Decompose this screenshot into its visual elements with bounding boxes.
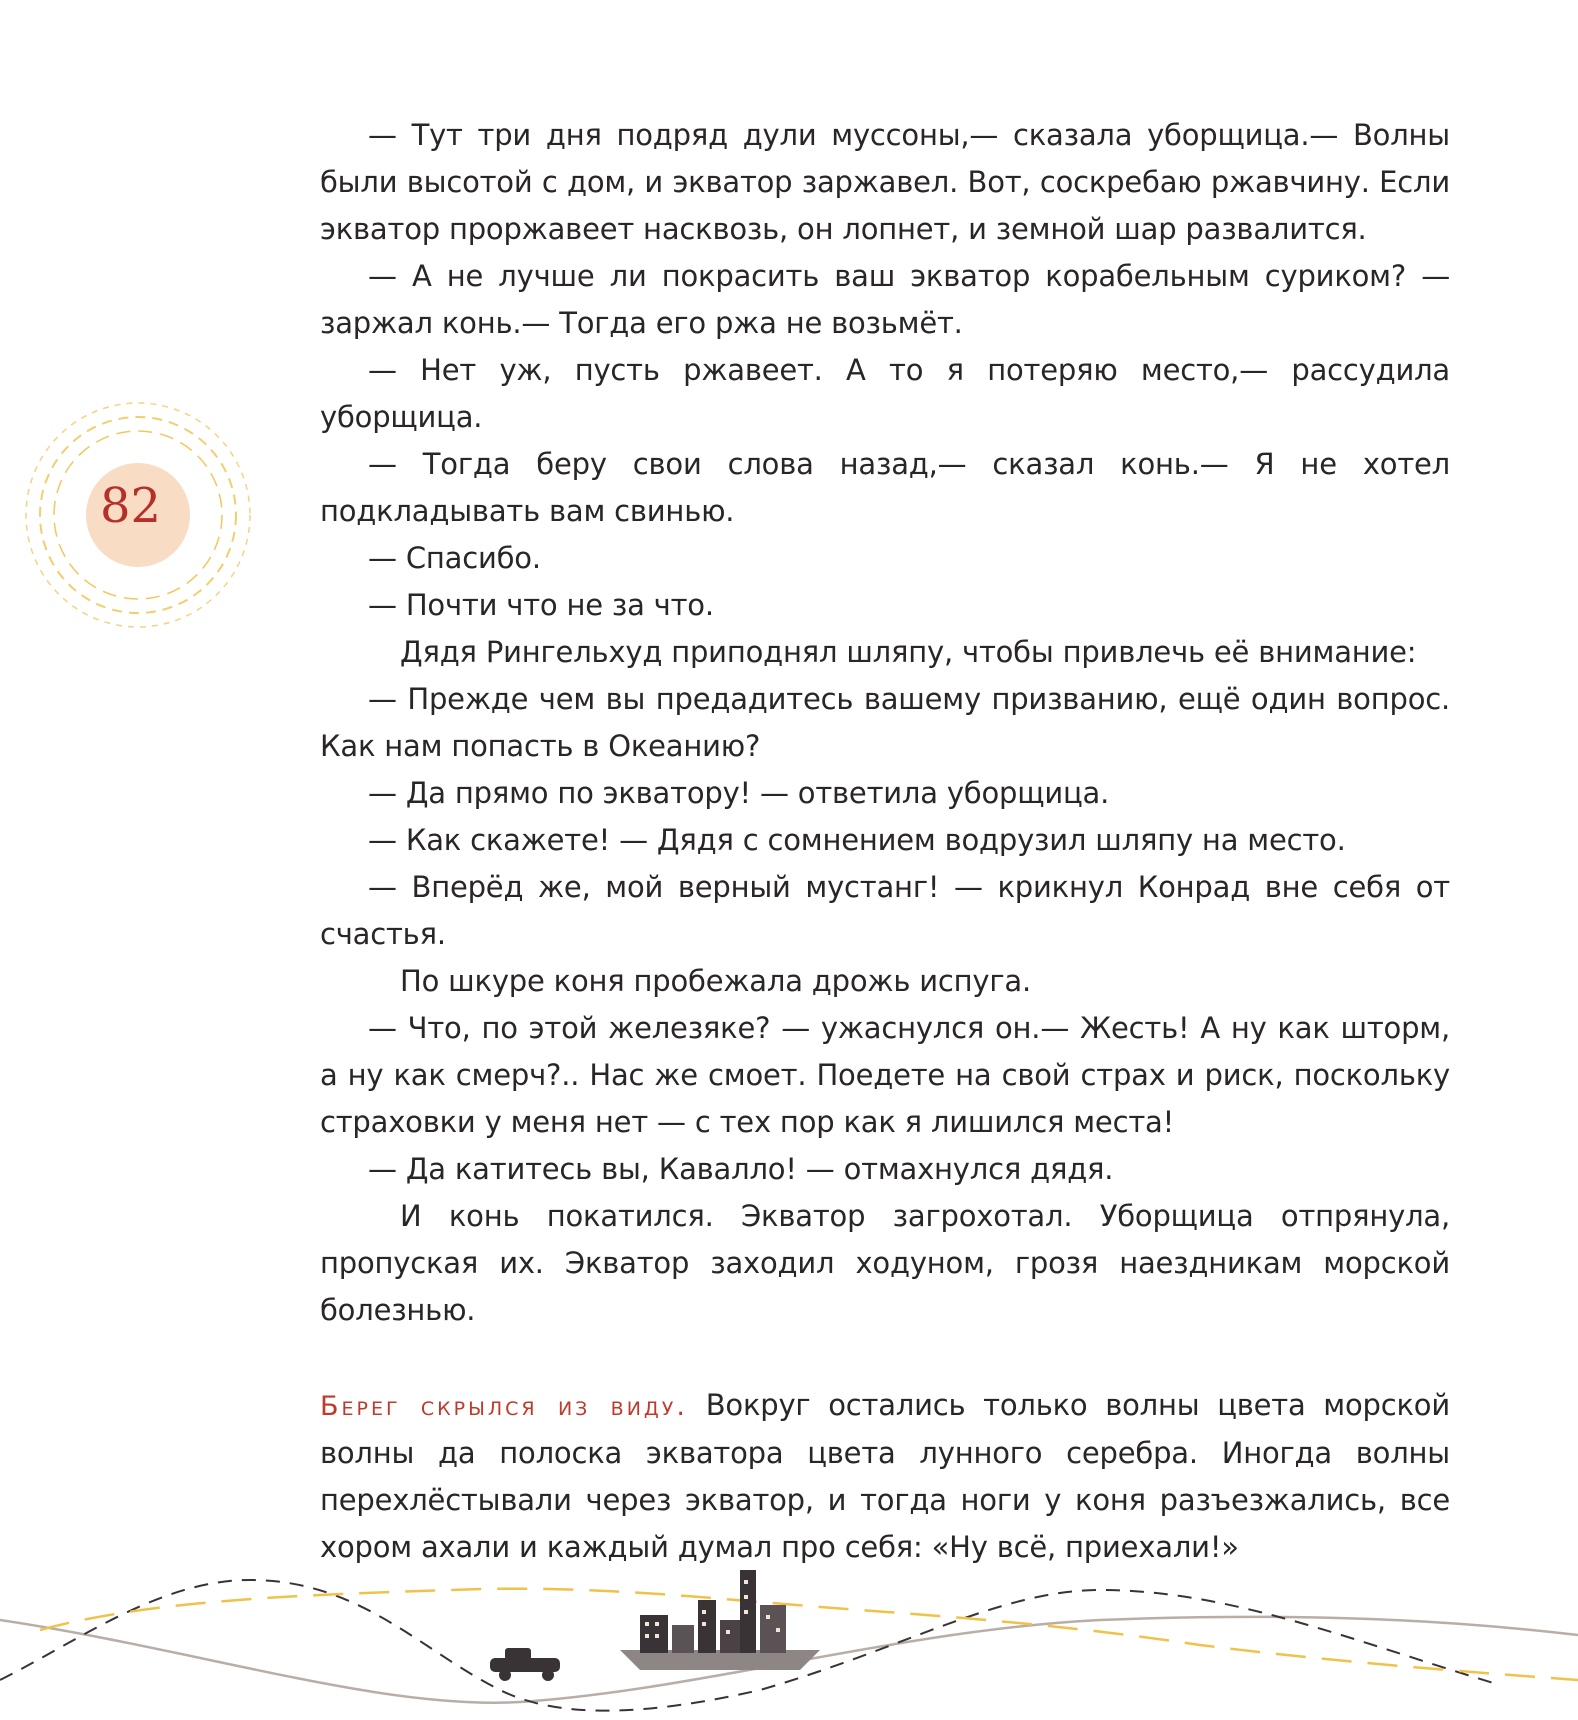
page-text bbox=[320, 112, 1450, 1571]
car-icon bbox=[490, 1648, 560, 1681]
paragraph: — Тогда беру свои слова назад,— сказал конь.— Я не хотел подкладывать вам свинью. bbox=[320, 447, 1450, 528]
page-number: 82 bbox=[100, 478, 162, 534]
section-text: Вокруг остались только волны цвета морской волны да полоска экватора цвета лунного серебра. Иногда волны перехлёстывали через экватор, и тогда ноги у коня разъезжались, все хором ахали и каждый думал про себя: «Ну всё, приехали!» bbox=[320, 1388, 1450, 1564]
paragraph: — Как скажете! — Дядя с сомнением водрузил шляпу на место. bbox=[368, 823, 1346, 857]
equator-illustration bbox=[0, 1540, 1578, 1720]
paragraph: И конь покатился. Экватор загрохотал. Уборщица отпрянула, пропуская их. Экватор заходил ходуном, грозя наездникам морской болезнью. bbox=[320, 1199, 1450, 1327]
paragraph: — Что, по этой железяке? — ужаснулся он.— Жесть! А ну как шторм, а ну как смерч?.. Нас же смоет. Поедете на свой страх и риск, поскольку страховки у меня нет — с тех пор как я лишился места! bbox=[320, 1011, 1450, 1139]
paragraph: — Нет уж, пусть ржавеет. А то я потеряю место,— рассудила уборщица. bbox=[320, 353, 1450, 434]
paragraph: — А не лучше ли покрасить ваш экватор корабельным суриком? — заржал конь.— Тогда его ржа не возьмёт. bbox=[320, 259, 1450, 340]
paragraph: — Почти что не за что. bbox=[368, 588, 714, 622]
paragraph: — Да прямо по экватору! — ответила уборщица. bbox=[368, 776, 1110, 810]
paragraph: — Прежде чем вы предадитесь вашему призванию, ещё один вопрос. Как нам попасть в Океанию? bbox=[320, 682, 1450, 763]
paragraph: — Да катитесь вы, Кавалло! — отмахнулся дядя. bbox=[368, 1152, 1114, 1186]
paragraph: — Тут три дня подряд дули муссоны,— сказала уборщица.— Волны были высотой с дом, и экватор заржавел. Вот, соскребаю ржавчину. Если экватор проржавеет насквозь, он лопнет, и земной шар развалится. bbox=[320, 118, 1450, 246]
paragraph: По шкуре коня пробежала дрожь испуга. bbox=[400, 964, 1031, 998]
paragraph: Дядя Рингельхуд приподнял шляпу, чтобы привлечь её внимание: bbox=[400, 635, 1417, 669]
section-lead: Берег скрылся из виду. bbox=[320, 1391, 688, 1422]
city-ship-icon bbox=[620, 1570, 820, 1670]
paragraph: — Спасибо. bbox=[368, 541, 541, 575]
paragraph: — Вперёд же, мой верный мустанг! — крикнул Конрад вне себя от счастья. bbox=[320, 870, 1450, 951]
